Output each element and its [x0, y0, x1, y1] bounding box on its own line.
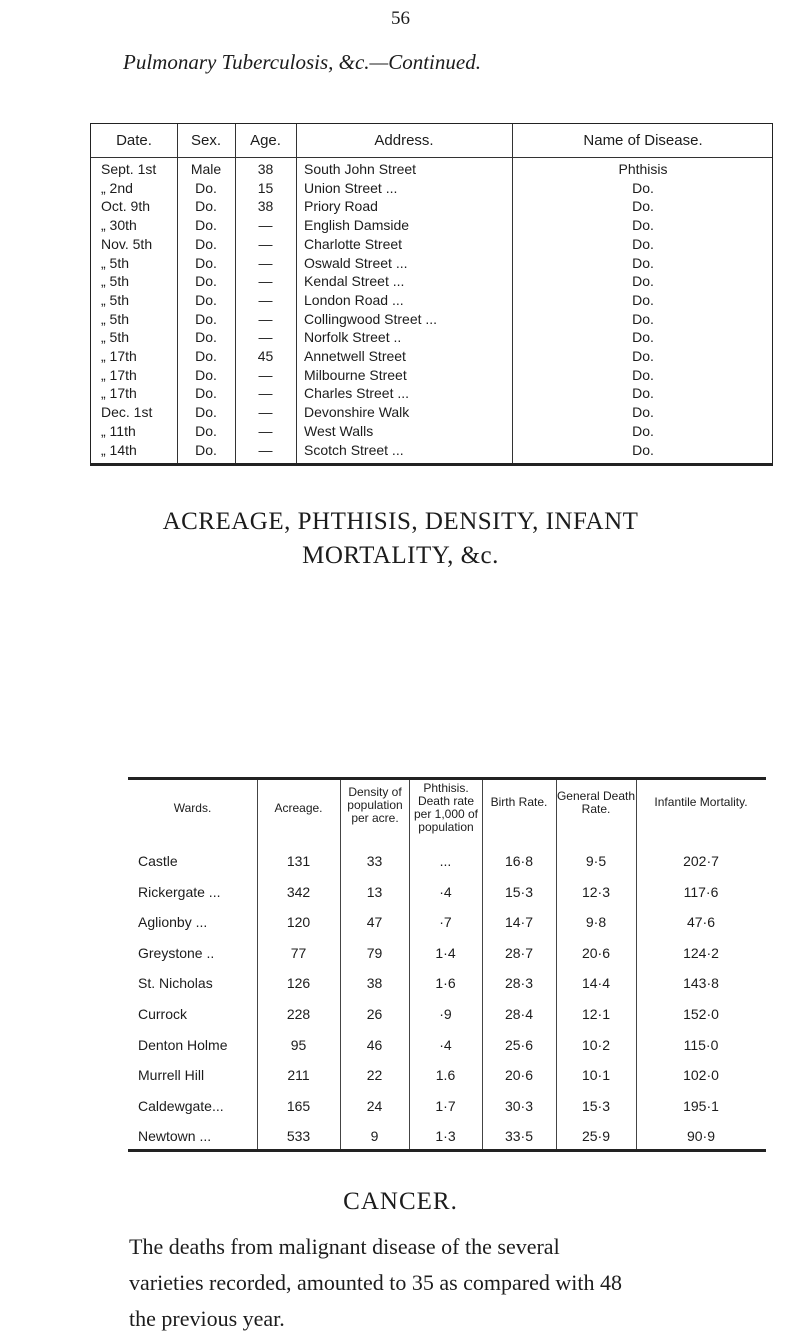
table-cell: 1·4: [435, 944, 456, 961]
table-cell: Do.: [632, 198, 654, 215]
date-cell: „ 5th: [101, 310, 130, 327]
ward-name-cell: Murrell Hill: [138, 1067, 205, 1084]
column-divider: [409, 780, 410, 1149]
table-cell: 342: [286, 883, 311, 900]
address-cell: Kendal Street ...: [304, 273, 405, 290]
table-cell: Do.: [632, 385, 654, 402]
table-cell: 15·3: [581, 1097, 611, 1114]
header-density: Density of population per acre.: [347, 785, 403, 825]
header-address: Address.: [374, 132, 434, 149]
ward-name-cell: Currock: [138, 1006, 188, 1022]
table-cell: 77: [290, 944, 307, 961]
column-divider: [296, 124, 297, 463]
date-cell: „ 5th: [101, 273, 130, 290]
table-cell: Do.: [195, 198, 217, 215]
table-cell: 117·6: [683, 883, 719, 900]
table-cell: Do.: [195, 366, 217, 383]
header-sex: Sex.: [190, 132, 221, 149]
header-acreage: Acreage.: [274, 801, 323, 815]
table-cell: Do.: [195, 235, 217, 252]
table-cell: 28·7: [504, 944, 534, 961]
table-cell: Do.: [195, 179, 217, 196]
page-number: 56: [391, 8, 410, 29]
table-cell: ...: [439, 853, 452, 869]
acreage-title-line1: ACREAGE, PHTHISIS, DENSITY, INFANT: [162, 508, 639, 535]
header-divider: [91, 157, 772, 158]
table-cell: 46: [366, 1036, 383, 1053]
date-cell: „ 5th: [101, 329, 130, 346]
table-cell: ·4: [439, 1036, 452, 1053]
ward-name-cell: Aglionby ...: [138, 914, 208, 931]
header-infantile-mortality: Infantile Mortality.: [654, 795, 748, 809]
ward-name-cell: St. Nicholas: [138, 975, 213, 992]
column-divider: [636, 780, 637, 1149]
address-cell: Priory Road: [304, 198, 378, 215]
table-cell: 30·3: [504, 1097, 534, 1114]
table-cell: 10·2: [581, 1036, 611, 1053]
table-cell: 124·2: [683, 944, 719, 961]
table-cell: —: [258, 385, 273, 402]
table-cell: 1.6: [435, 1067, 456, 1084]
address-cell: Charlotte Street: [304, 235, 403, 252]
table-cell: Do.: [195, 441, 217, 458]
address-cell: Annetwell Street: [304, 348, 406, 364]
address-cell: South John Street: [304, 161, 417, 177]
table-cell: Do.: [195, 422, 217, 439]
date-cell: „ 2nd: [101, 179, 133, 196]
date-cell: Oct. 9th: [101, 198, 151, 215]
table-cell: —: [258, 310, 273, 327]
table-cell: 10·1: [581, 1067, 611, 1084]
table-cell: 95: [290, 1036, 307, 1053]
paragraph-line: varieties recorded, amounted to 35 as compared with 48: [129, 1270, 623, 1295]
header-phthisis: Phthisis. Death rate per 1,000 of population: [413, 781, 479, 834]
table-cell: 9·5: [585, 853, 607, 869]
table-cell: Do.: [195, 404, 217, 421]
ward-name-cell: Castle: [138, 853, 178, 869]
table-cell: 228: [286, 1006, 311, 1022]
address-cell: Scotch Street ...: [304, 441, 404, 458]
date-cell: Sept. 1st: [101, 161, 157, 177]
column-divider: [556, 780, 557, 1149]
table-cell: 1·6: [435, 975, 456, 992]
date-cell: „ 5th: [101, 254, 130, 271]
table-cell: 25·6: [504, 1036, 534, 1053]
table-cell: 38: [257, 198, 274, 215]
table-cell: 131: [286, 853, 311, 869]
table-cell: 9: [370, 1128, 379, 1145]
ward-name-cell: Caldewgate...: [138, 1097, 224, 1114]
address-cell: Union Street ...: [304, 179, 398, 196]
table-cell: 13: [366, 883, 383, 900]
address-cell: Oswald Street ...: [304, 254, 408, 271]
table-cell: —: [258, 291, 273, 308]
table-cell: Do.: [632, 422, 654, 439]
table-cell: 33: [366, 853, 383, 869]
table-cell: 47·6: [686, 914, 716, 931]
date-cell: Dec. 1st: [101, 404, 153, 421]
header-date: Date.: [116, 132, 152, 149]
address-cell: Collingwood Street ...: [304, 310, 438, 327]
date-cell: „ 17th: [101, 348, 137, 364]
table-cell: 28·4: [504, 1006, 534, 1022]
ward-statistics-table: [128, 777, 766, 1152]
table-cell: ·9: [439, 1006, 452, 1022]
table-cell: ·4: [439, 883, 452, 900]
table-cell: 20·6: [581, 944, 611, 961]
table-cell: 26: [366, 1006, 383, 1022]
table-cell: Phthisis: [618, 161, 668, 177]
header-age: Age.: [250, 132, 281, 149]
table-cell: 20·6: [504, 1067, 534, 1084]
table-cell: 22: [366, 1067, 383, 1084]
table-cell: Do.: [195, 254, 217, 271]
header-birth-rate: Birth Rate.: [490, 795, 548, 809]
table-cell: 126: [286, 975, 311, 992]
table-cell: Do.: [632, 441, 654, 458]
address-cell: Charles Street ...: [304, 385, 410, 402]
paragraph-line: The deaths from malignant disease of the several: [129, 1234, 560, 1259]
section-title: Pulmonary Tuberculosis, &c.—Continued.: [123, 50, 481, 74]
table-cell: —: [258, 217, 273, 234]
table-cell: 12·3: [581, 883, 611, 900]
date-cell: „ 17th: [101, 366, 137, 383]
table-cell: Do.: [632, 235, 654, 252]
ward-name-cell: Newtown ...: [138, 1128, 212, 1145]
table-cell: 533: [286, 1128, 311, 1145]
table-cell: —: [258, 441, 273, 458]
column-divider: [340, 780, 341, 1149]
table-cell: 9·8: [585, 914, 607, 931]
table-cell: —: [258, 273, 273, 290]
tuberculosis-table: [90, 123, 773, 466]
table-cell: 45: [257, 348, 274, 364]
table-cell: Do.: [632, 291, 654, 308]
address-cell: Milbourne Street: [304, 366, 407, 383]
table-cell: 165: [286, 1097, 311, 1114]
table-cell: Do.: [195, 348, 217, 364]
paragraph-line: the previous year.: [129, 1306, 285, 1331]
table-cell: —: [258, 404, 273, 421]
table-cell: —: [258, 235, 273, 252]
address-cell: London Road ...: [304, 291, 404, 308]
table-cell: 143·8: [683, 975, 719, 992]
table-cell: 33·5: [504, 1128, 534, 1145]
table-cell: 15: [257, 179, 274, 196]
ward-name-cell: Rickergate ...: [138, 883, 221, 900]
table-cell: 115·0: [683, 1036, 719, 1053]
table-cell: Do.: [632, 348, 654, 364]
header-disease: Name of Disease.: [583, 132, 703, 149]
table-cell: 14·4: [581, 975, 611, 992]
date-cell: „ 17th: [101, 385, 137, 402]
address-cell: Norfolk Street ..: [304, 329, 402, 346]
table-cell: Do.: [632, 273, 654, 290]
table-cell: 211: [287, 1067, 310, 1084]
table-cell: 16·8: [504, 853, 534, 869]
table-cell: —: [258, 366, 273, 383]
address-cell: English Damside: [304, 217, 410, 234]
cancer-title: CANCER.: [343, 1188, 458, 1215]
table-cell: 38: [366, 975, 383, 992]
table-cell: 47: [366, 914, 383, 931]
date-cell: „ 5th: [101, 291, 130, 308]
table-cell: 1·7: [435, 1097, 456, 1114]
table-cell: 25·9: [581, 1128, 611, 1145]
table-cell: Do.: [632, 310, 654, 327]
table-cell: 14·7: [504, 914, 534, 931]
header-wards: Wards.: [173, 801, 212, 815]
address-cell: Devonshire Walk: [304, 404, 410, 421]
table-cell: Do.: [195, 273, 217, 290]
table-cell: —: [258, 422, 273, 439]
table-cell: Do.: [195, 329, 217, 346]
date-cell: „ 14th: [101, 441, 137, 458]
table-cell: 1·3: [435, 1128, 456, 1145]
table-cell: 102·0: [683, 1067, 719, 1084]
column-divider: [257, 780, 258, 1149]
address-cell: West Walls: [304, 422, 374, 439]
header-general-death-rate: General Death Rate.: [556, 789, 636, 816]
table-cell: ·7: [439, 914, 452, 931]
table-cell: 202·7: [683, 853, 719, 869]
table-cell: 24: [366, 1097, 383, 1114]
column-divider: [482, 780, 483, 1149]
table-cell: Do.: [195, 217, 217, 234]
table-cell: Do.: [632, 217, 654, 234]
table-cell: Male: [190, 161, 222, 177]
table-cell: 120: [286, 914, 311, 931]
table-cell: 38: [257, 161, 274, 177]
table-cell: Do.: [632, 366, 654, 383]
table-cell: Do.: [195, 385, 217, 402]
date-cell: „ 11th: [101, 422, 136, 439]
acreage-title-line2: MORTALITY, &c.: [302, 542, 499, 569]
table-cell: 79: [366, 944, 383, 961]
table-cell: —: [258, 254, 273, 271]
table-cell: Do.: [195, 291, 217, 308]
ward-name-cell: Greystone ..: [138, 944, 215, 961]
cancer-paragraph: [129, 1229, 779, 1337]
date-cell: Nov. 5th: [101, 235, 153, 252]
table-cell: 195·1: [683, 1097, 719, 1114]
table-cell: Do.: [632, 254, 654, 271]
table-cell: Do.: [632, 179, 654, 196]
table-cell: 28·3: [504, 975, 534, 992]
table-cell: Do.: [195, 310, 217, 327]
table-cell: 152·0: [683, 1006, 719, 1022]
table-cell: 12·1: [581, 1006, 611, 1022]
table-cell: Do.: [632, 329, 654, 346]
table-cell: 15·3: [504, 883, 534, 900]
date-cell: „ 30th: [101, 217, 137, 234]
table-cell: 90·9: [686, 1128, 716, 1145]
table-cell: Do.: [632, 404, 654, 421]
table-cell: —: [258, 329, 273, 346]
ward-name-cell: Denton Holme: [138, 1036, 228, 1053]
